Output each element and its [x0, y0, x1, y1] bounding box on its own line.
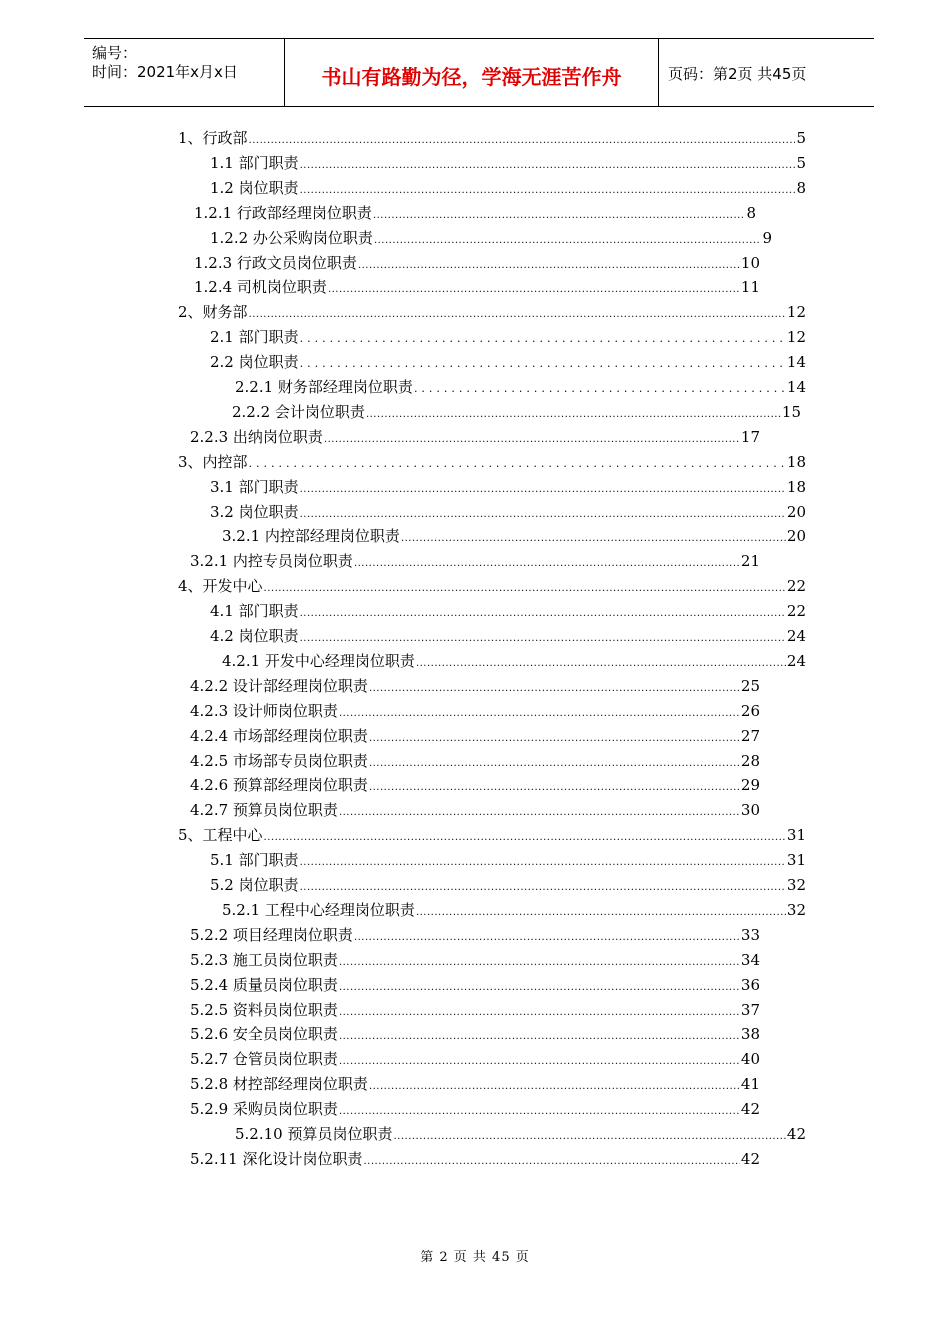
toc-entry-title: 2.2.3 出纳岗位职责: [190, 428, 323, 446]
toc-entry-page: 17: [740, 428, 760, 446]
toc-dot-leader: [300, 179, 796, 203]
toc-dot-leader: [354, 552, 740, 576]
toc-entry-title: 5.2.4 质量员岗位职责: [190, 976, 338, 994]
toc-entry[interactable]: [194, 275, 760, 299]
document-number-label: 编号：: [92, 44, 138, 62]
toc-entry[interactable]: [194, 201, 756, 225]
toc-entry[interactable]: [190, 749, 760, 773]
toc-dot-leader: [339, 1025, 740, 1049]
toc-entry-title: 5.2.11 深化设计岗位职责: [190, 1150, 363, 1168]
toc-entry-title: 4.2 岗位职责: [210, 627, 299, 645]
toc-dot-leader: [369, 1075, 740, 1099]
toc-entry-title: 2、财务部: [178, 303, 248, 321]
toc-entry[interactable]: [190, 798, 760, 822]
toc-entry-title: 5.1 部门职责: [210, 851, 299, 869]
toc-entry-title: 4.2.5 市场部专员岗位职责: [190, 752, 368, 770]
toc-entry[interactable]: [190, 1097, 760, 1121]
toc-dot-leader: [300, 602, 786, 626]
toc-entry-page: 21: [740, 552, 760, 570]
toc-dot-leader: [369, 727, 740, 751]
toc-entry[interactable]: [210, 873, 806, 897]
toc-dot-leader: [300, 851, 786, 875]
toc-dot-leader: [328, 278, 740, 302]
toc-entry-page: 42: [740, 1150, 760, 1168]
toc-entry[interactable]: [210, 599, 806, 623]
toc-entry-title: 4、开发中心: [178, 577, 263, 595]
toc-entry-page: 42: [740, 1100, 760, 1118]
toc-entry-title: 1.2 岗位职责: [210, 179, 299, 197]
toc-entry-page: 8: [746, 204, 756, 222]
toc-entry-title: 4.2.1 开发中心经理岗位职责: [222, 652, 415, 670]
toc-entry-title: 3.2.1 内控专员岗位职责: [190, 552, 353, 570]
toc-dot-leader: [300, 154, 796, 178]
toc-dot-leader: [369, 677, 740, 701]
toc-entry[interactable]: [235, 375, 806, 399]
toc-dot-leader: [401, 527, 786, 551]
toc-entry[interactable]: [190, 923, 760, 947]
toc-entry-page: 36: [740, 976, 760, 994]
toc-entry-page: 31: [786, 826, 806, 844]
toc-entry-page: 11: [740, 278, 760, 296]
toc-entry-title: 5、工程中心: [178, 826, 263, 844]
toc-entry-page: 37: [740, 1001, 760, 1019]
toc-entry[interactable]: [210, 350, 806, 374]
toc-entry[interactable]: [190, 773, 760, 797]
toc-dot-leader: [363, 1150, 739, 1174]
toc-entry[interactable]: [210, 500, 806, 524]
toc-dot-leader: [416, 901, 786, 925]
toc-dot-leader: [339, 951, 740, 975]
header-motto: 书山有路勤为径，学海无涯苦作舟: [321, 65, 622, 89]
toc-entry-page: 24: [786, 627, 806, 645]
toc-entry-page: 9: [762, 229, 772, 247]
toc-entry-title: 4.2.4 市场部经理岗位职责: [190, 727, 368, 745]
toc-entry-title: 5.2.5 资料员岗位职责: [190, 1001, 338, 1019]
toc-entry-page: 33: [740, 926, 760, 944]
toc-entry[interactable]: [190, 1047, 760, 1071]
toc-entry[interactable]: [210, 176, 806, 200]
toc-entry[interactable]: [210, 325, 806, 349]
toc-entry[interactable]: [210, 475, 806, 499]
toc-entry[interactable]: [190, 1147, 760, 1171]
toc-entry-page: 14: [786, 353, 806, 371]
toc-entry-page: 31: [786, 851, 806, 869]
toc-dot-leader: [369, 776, 740, 800]
toc-entry-title: 1.2.1 行政部经理岗位职责: [194, 204, 372, 222]
header-info-cell: [84, 39, 284, 106]
toc-entry[interactable]: [190, 1072, 760, 1096]
toc-entry[interactable]: [190, 724, 760, 748]
toc-dot-leader: [300, 627, 786, 651]
toc-entry-title: 3.2 岗位职责: [210, 503, 299, 521]
toc-entry-page: 10: [740, 254, 760, 272]
toc-entry-title: 5.2.3 施工员岗位职责: [190, 951, 338, 969]
toc-entry[interactable]: [178, 823, 806, 847]
toc-entry-page: 22: [786, 602, 806, 620]
toc-entry-page: 14: [786, 378, 806, 396]
toc-entry-title: 1.1 部门职责: [210, 154, 299, 172]
toc-entry[interactable]: [178, 574, 806, 598]
toc-entry-page: 18: [786, 453, 806, 471]
toc-entry-title: 4.2.7 预算员岗位职责: [190, 801, 338, 819]
toc-dot-leader: [339, 976, 740, 1000]
header-page-cell: [658, 39, 874, 106]
toc-entry-page: 12: [786, 303, 806, 321]
toc-entry-title: 3.2.1 内控部经理岗位职责: [222, 527, 400, 545]
toc-entry[interactable]: [178, 300, 806, 324]
toc-entry-page: 34: [740, 951, 760, 969]
toc-dot-leader: [339, 801, 740, 825]
toc-entry-title: 3.1 部门职责: [210, 478, 299, 496]
toc-entry-page: 38: [740, 1025, 760, 1043]
toc-entry[interactable]: [190, 425, 760, 449]
toc-entry-page: 12: [786, 328, 806, 346]
toc-dot-leader: [300, 352, 786, 376]
toc-entry-title: 5.2.2 项目经理岗位职责: [190, 926, 353, 944]
toc-entry-page: 30: [740, 801, 760, 819]
toc-entry-title: 4.2.3 设计师岗位职责: [190, 702, 338, 720]
toc-dot-leader: [414, 377, 786, 401]
toc-entry[interactable]: [222, 524, 806, 548]
toc-entry-title: 1.2.3 行政文员岗位职责: [194, 254, 357, 272]
toc-entry[interactable]: [190, 1022, 760, 1046]
toc-dot-leader: [324, 428, 740, 452]
toc-entry[interactable]: [210, 226, 772, 250]
toc-entry-page: 5: [796, 129, 806, 147]
page-footer: 第 2 页 共 45 页: [420, 1250, 530, 1265]
toc-entry-title: 4.2.2 设计部经理岗位职责: [190, 677, 368, 695]
toc-entry-page: 20: [786, 503, 806, 521]
toc-dot-leader: [339, 702, 740, 726]
document-time-label: 时间：2021年x月x日: [92, 63, 238, 81]
toc-entry-page: 42: [786, 1125, 806, 1143]
toc-entry[interactable]: [194, 251, 760, 275]
toc-entry-title: 2.2.1 财务部经理岗位职责: [235, 378, 413, 396]
toc-dot-leader: [373, 204, 746, 228]
toc-entry-title: 5.2.1 工程中心经理岗位职责: [222, 901, 415, 919]
toc-entry-title: 1.2.2 办公采购岗位职责: [210, 229, 373, 247]
toc-dot-leader: [416, 652, 786, 676]
toc-entry-title: 5.2.7 仓管员岗位职责: [190, 1050, 338, 1068]
toc-entry-title: 5.2.9 采购员岗位职责: [190, 1100, 338, 1118]
toc-dot-leader: [249, 452, 786, 476]
toc-entry-title: 3、内控部: [178, 453, 248, 471]
toc-dot-leader: [249, 303, 786, 327]
toc-entry-page: 29: [740, 776, 760, 794]
toc-dot-leader: [374, 229, 762, 253]
toc-entry-page: 32: [786, 901, 806, 919]
toc-entry-page: 26: [740, 702, 760, 720]
toc-entry[interactable]: [190, 549, 760, 573]
toc-entry-title: 5.2.8 材控部经理岗位职责: [190, 1075, 368, 1093]
toc-entry[interactable]: [235, 1122, 806, 1146]
toc-entry[interactable]: [190, 674, 760, 698]
toc-entry[interactable]: [232, 400, 801, 424]
toc-entry-page: 25: [740, 677, 760, 695]
toc-entry-page: 18: [786, 478, 806, 496]
toc-dot-leader: [366, 403, 781, 427]
toc-entry[interactable]: [190, 699, 760, 723]
toc-entry-title: 4.2.6 预算部经理岗位职责: [190, 776, 368, 794]
toc-entry[interactable]: [178, 450, 806, 474]
toc-entry-title: 5.2.6 安全员岗位职责: [190, 1025, 338, 1043]
toc-dot-leader: [300, 876, 786, 900]
toc-dot-leader: [339, 1050, 740, 1074]
header-motto-cell: [284, 39, 659, 106]
toc-entry-page: 32: [786, 876, 806, 894]
toc-dot-leader: [264, 577, 786, 601]
toc-entry[interactable]: [222, 898, 806, 922]
header-page-info: 页码：第2页 共45页: [668, 65, 807, 83]
toc-entry[interactable]: [178, 126, 806, 150]
toc-entry[interactable]: [190, 998, 760, 1022]
toc-entry-page: 27: [740, 727, 760, 745]
toc-entry-page: 41: [740, 1075, 760, 1093]
toc-dot-leader: [249, 129, 796, 153]
toc-entry[interactable]: [210, 624, 806, 648]
toc-entry-title: 1、行政部: [178, 129, 248, 147]
toc-dot-leader: [393, 1125, 785, 1149]
toc-entry[interactable]: [222, 649, 806, 673]
toc-entry-page: 22: [786, 577, 806, 595]
toc-entry-page: 15: [781, 403, 801, 421]
toc-dot-leader: [264, 826, 786, 850]
toc-entry-title: 2.1 部门职责: [210, 328, 299, 346]
toc-entry[interactable]: [210, 151, 806, 175]
toc-entry[interactable]: [190, 948, 760, 972]
toc-entry-title: 2.2.2 会计岗位职责: [232, 403, 365, 421]
toc-entry-page: 40: [740, 1050, 760, 1068]
toc-dot-leader: [300, 478, 786, 502]
toc-dot-leader: [300, 327, 786, 351]
toc-entry-title: 2.2 岗位职责: [210, 353, 299, 371]
toc-entry-title: 4.1 部门职责: [210, 602, 299, 620]
toc-entry-title: 1.2.4 司机岗位职责: [194, 278, 327, 296]
toc-entry-title: 5.2 岗位职责: [210, 876, 299, 894]
toc-entry-title: 5.2.10 预算员岗位职责: [235, 1125, 393, 1143]
toc-entry[interactable]: [210, 848, 806, 872]
toc-entry[interactable]: [190, 973, 760, 997]
toc-entry-page: 8: [796, 179, 806, 197]
toc-dot-leader: [339, 1100, 740, 1124]
toc-dot-leader: [354, 926, 740, 950]
toc-entry-page: 20: [786, 527, 806, 545]
page-header: [84, 38, 874, 107]
toc-entry-page: 28: [740, 752, 760, 770]
toc-entry-page: 5: [796, 154, 806, 172]
toc-entry-page: 24: [786, 652, 806, 670]
